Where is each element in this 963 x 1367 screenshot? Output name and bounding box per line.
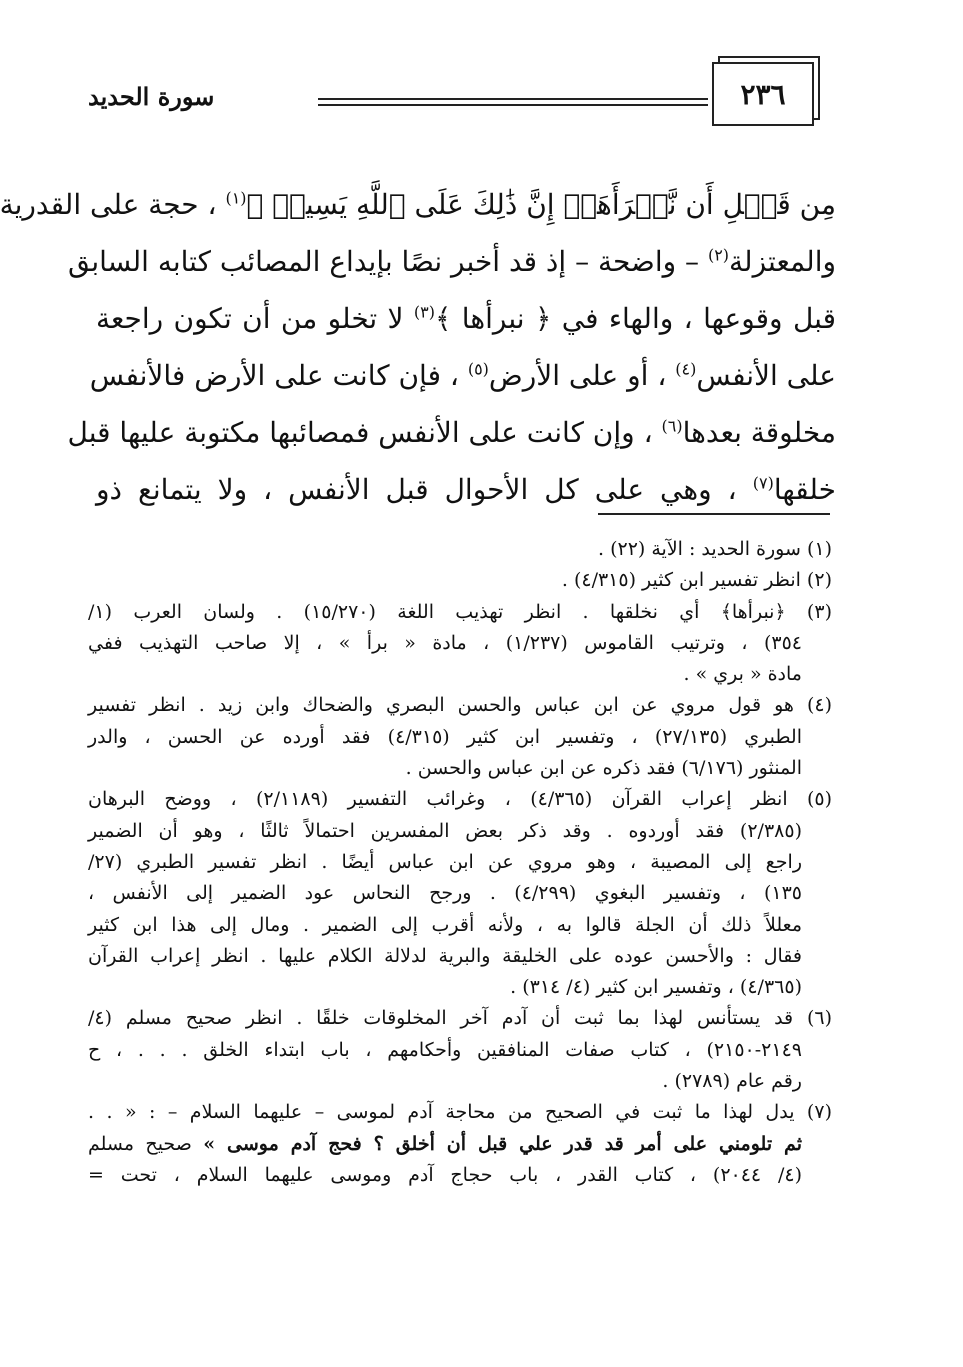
footnote-line: رقم عام (٢٧٨٩) .	[662, 1070, 802, 1093]
footnote-3	[88, 597, 832, 691]
footnote-line: معللاً ذلك أن الجلة قالوا به ، ولأنه أقرب إلى الضمير . ومال إلى هذا ابن كثير	[88, 913, 802, 936]
footnote-line: (٢) انظر تفسير ابن كثير (٤/٣١٥) .	[561, 569, 832, 592]
main-line-2: والمعتزلة$^{(٢)}$ – واضحة – إذ قد أخبر نصًا بإيداع المصائب كتابه السابق	[67, 245, 836, 278]
footnote-line: (٥) انظر إعراب القرآن (٤/٣٦٥) ، وغرائب التفسير (٢/١١٨٩) ، ووضح البرهان	[88, 788, 833, 811]
footnote-line: مادة « بري » .	[683, 663, 802, 686]
main-text	[0, 176, 836, 518]
main-line-3: قبل وقوعها ، والهاء في ﴿ نبرأها ﴾$^{(٣)}$ لا تخلو من أن تكون راجعة	[96, 302, 836, 335]
footnote-2	[88, 565, 832, 596]
hadith-quote: ثم تلومني على أمر قد قدر علي قبل أن أخلق ؟ فحج آدم موسى »	[203, 1132, 802, 1155]
footnote-separator	[598, 513, 830, 515]
footnote-5	[88, 784, 832, 1003]
footnote-ref-3: (٣)	[413, 302, 436, 322]
footnote-line: (٣) ﴿نبرأها﴾ أي نخلقها . انظر تهذيب اللغة (١٥/٢٧٠) . ولسان العرب (١/	[88, 600, 832, 623]
main-line-5: مخلوقة بعدها$^{(٦)}$ ، وإن كانت على الأنفس فمصائبها مكتوبة عليها قبل	[67, 416, 836, 449]
footnote-line: (٤/ ٢٠٤٤) ، كتاب القدر ، باب حجاج آدم وموسى عليهما السلام ، تحت =	[88, 1163, 802, 1186]
page-number: ٢٣٦	[712, 62, 814, 126]
footnote-line: راجع إلى المصيبة ، وهو مروي عن ابن عباس أيضًا . انظر تفسير الطبري (٢٧/	[88, 850, 802, 873]
main-line-1: مِن قَبۡلِ أَن نَّبۡرَأَهَآۚ إِنَّ ذَٰلِكَ عَلَى ٱللَّهِ يَسِيرٞ ﴾$^{(١)}$ ، حجة على القدرية	[0, 188, 836, 221]
footnote-line: (٤/٣٦٥) ، وتفسير ابن كثير (٤/ ٣١٤) .	[510, 976, 802, 999]
footnote-line: (٦) قد يستأنس لهذا بما ثبت أن آدم آخر المخلوقات خلقًا . انظر صحيح مسلم (٤/	[88, 1007, 832, 1030]
footnote-ref-6: (٦)	[661, 416, 683, 436]
footnote-line: فقال : والأحسن عوده على الخليقة والبرية لدلالة الكلام عليها . انظر إعراب القرآن	[88, 944, 802, 967]
footnote-line: (١) سورة الحديد : الآية (٢٢) .	[597, 538, 832, 560]
footnote-line: ٢١٤٩-٢١٥٠) ، كتاب صفات المنافقين وأحكامهم ، باب ابتداء الخلق . . . ، ح	[88, 1038, 802, 1061]
main-line-6: خلقها$^{(٧)}$ ، وهي على كل الأحوال قبل الأنفس ، ولا يتمانع ذو	[96, 473, 836, 506]
footnote-ref-4: (٤)	[675, 359, 697, 379]
running-title: سورة الحديد	[88, 82, 215, 111]
footnote-line: (٢/٣٨٥) فقد أوردوه . وقد ذكر بعض المفسرين احتمالاً ثالثًا ، وهو أن الضمير	[88, 819, 802, 842]
footnote-7	[88, 1097, 832, 1191]
footnote-ref-7: (٧)	[752, 473, 774, 493]
footnote-line: الطبري (٢٧/١٣٥) ، وتفسير ابن كثير (٤/٣١٥) فقد أورده عن الحسن ، والدر	[88, 725, 802, 748]
footnote-line: ١٣٥) ، وتفسير البغوي (٤/٢٩٩) . ورجح النحاس عود الضمير إلى الأنفس ،	[88, 882, 802, 905]
footnote-ref-2: (٢)	[707, 245, 730, 265]
footnote-line: المنثور (٦/١٧٦) فقد ذكره عن ابن عباس والحسن .	[405, 757, 802, 780]
footnote-line: (٤) هو قول مروي عن ابن عباس والحسن البصري والضحاك وابن زيد . انظر تفسير	[88, 694, 832, 717]
footnote-line: (٧) يدل لهذا ما ثبت في الصحيح من محاجة آدم لموسى – عليهما السلام – : « . .	[88, 1101, 832, 1124]
footnote-6	[88, 1003, 832, 1097]
footnote-line: ٣٥٤) ، وترتيب القاموس (١/٢٣٧) ، مادة « برأ » ، إلا صاحب التهذيب ففي	[88, 631, 802, 654]
main-line-4: على الأنفس$^{(٤)}$ ، أو على الأرض$^{(٥)}$ ، فإن كانت على الأرض فالأنفس	[89, 359, 836, 392]
footnote-4	[88, 690, 832, 784]
footnote-ref-1: (١)	[225, 188, 247, 208]
footnote-1	[88, 534, 832, 565]
page-number-box	[712, 62, 814, 126]
footnote-line: ثم تلومني على أمر قد قدر علي قبل أن أخلق ؟ فحج آدم موسى » صحيح مسلم	[88, 1132, 802, 1155]
footnote-ref-5: (٥)	[467, 359, 489, 379]
footnotes	[88, 534, 832, 1191]
header-double-rule	[318, 98, 708, 106]
